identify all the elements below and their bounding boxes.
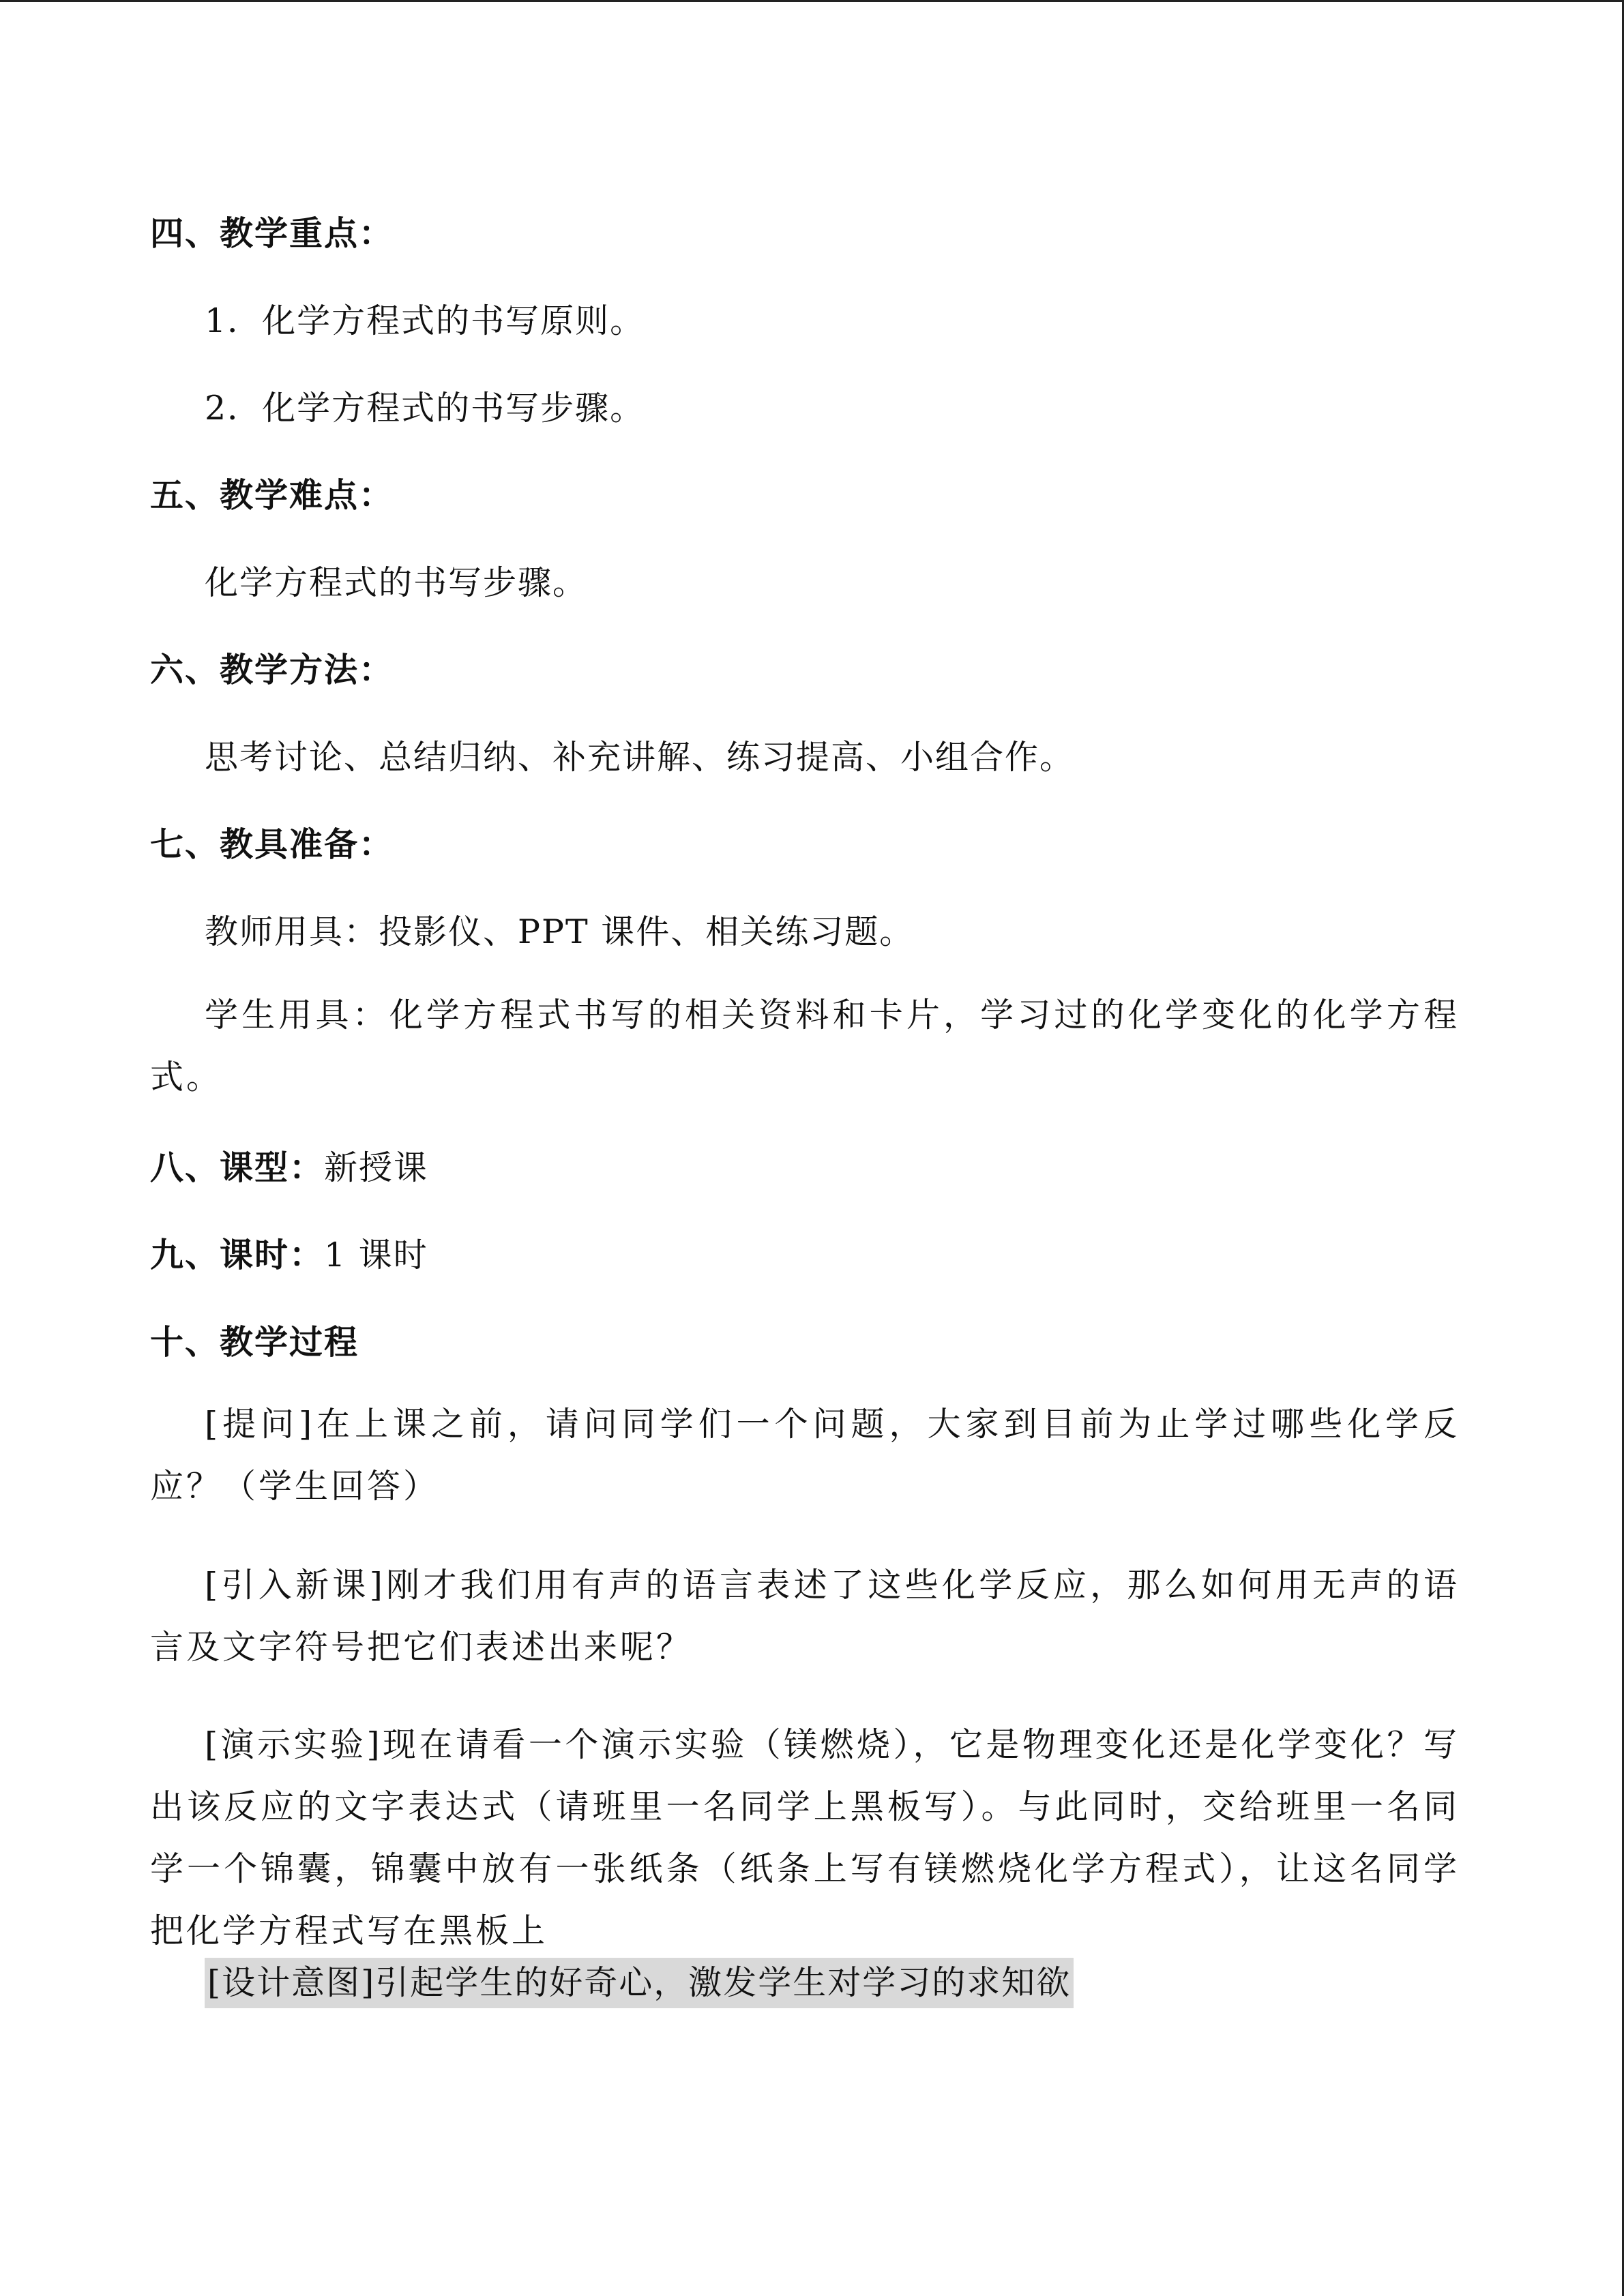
process-paragraph-question: [提问]在上课之前，请问同学们一个问题，大家到目前为止学过哪些化学反应？（学生回答） [150, 1405, 1460, 1506]
section-heading-materials: 七、教具准备： [150, 825, 394, 864]
section-heading-teaching-process: 十、教学过程 [150, 1323, 359, 1362]
student-materials-text: 学生用具：化学方程式书写的相关资料和卡片，学习过的化学变化的化学方程式。 [150, 996, 1460, 1097]
process-paragraph-intro: [引入新课]刚才我们用有声的语言表述了这些化学反应，那么如何用无声的语言及文字符号把它们表述出来呢？ [150, 1566, 1460, 1667]
lesson-hours-line [150, 1234, 1473, 1277]
lesson-type-line [150, 1146, 1473, 1190]
teacher-materials-text: 教师用具：投影仪、PPT 课件、相关练习题。 [205, 912, 915, 951]
difficulty-text: 化学方程式的书写步骤。 [205, 563, 588, 602]
lesson-hours-value: 1 课时 [324, 1236, 428, 1274]
key-point-item-2: 2．化学方程式的书写步骤。 [205, 389, 645, 428]
section-heading-key-points: 四、教学重点： [150, 214, 394, 253]
process-paragraph-demo: [演示实验]现在请看一个演示实验（镁燃烧），它是物理变化还是化学变化？写出该反应的文字表达式（请班里一名同学上黑板写）。与此同时，交给班里一名同学一个锦囊，锦囊中放有一张纸条（纸条上写有镁燃烧化学方程式），让这名同学把化学方程式写在黑板上 [150, 1725, 1460, 1950]
section-heading-lesson-hours: 九、课时： [150, 1236, 325, 1274]
design-intent-highlight: [设计意图]引起学生的好奇心，激发学生对学习的求知欲 [205, 1958, 1074, 2008]
section-heading-methods: 六、教学方法： [150, 651, 394, 689]
key-point-item-1: 1．化学方程式的书写原则。 [205, 301, 645, 340]
section-heading-difficulties: 五、教学难点： [150, 476, 394, 515]
methods-text: 思考讨论、总结归纳、补充讲解、练习提高、小组合作。 [205, 738, 1075, 777]
lesson-type-value: 新授课 [324, 1148, 429, 1187]
section-heading-lesson-type: 八、课型： [150, 1148, 325, 1187]
